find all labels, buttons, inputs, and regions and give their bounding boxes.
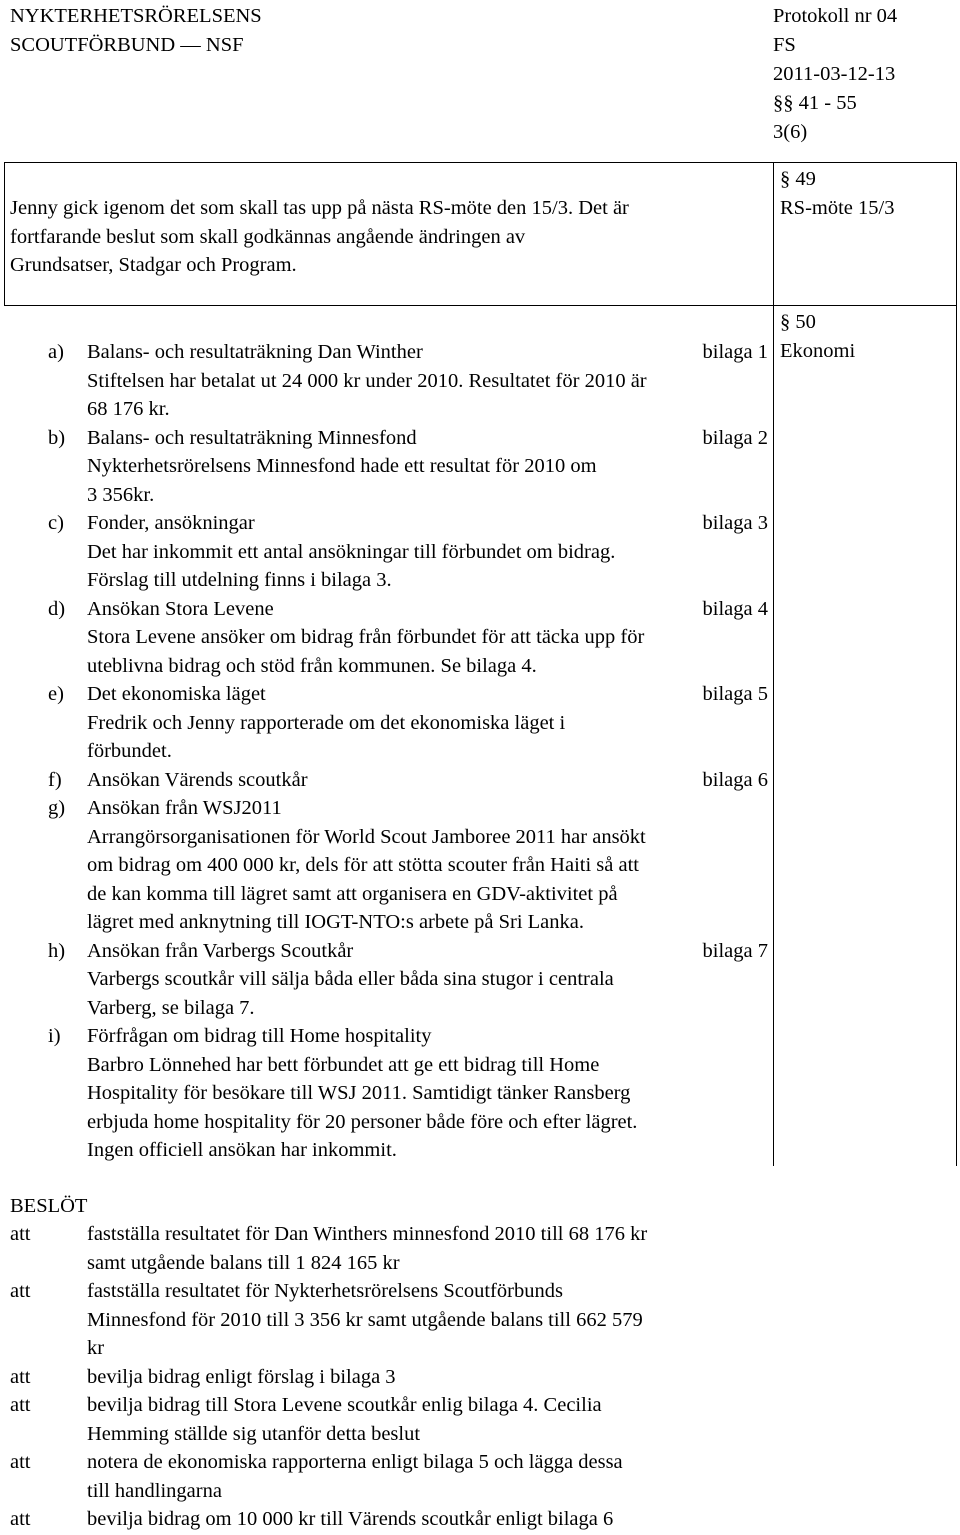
section-title: Ekonomi xyxy=(780,339,856,362)
decision-att: att xyxy=(10,1451,31,1473)
item-text-line: om bidrag om 400 000 kr, dels för att stötta scouter från Haiti så att xyxy=(87,854,639,876)
item-bilaga: bilaga 6 xyxy=(702,768,768,791)
item-label: a) xyxy=(48,341,64,363)
agenda-item-i xyxy=(48,1022,768,1165)
decision-line: till handlingarna xyxy=(87,1479,222,1502)
item-text-line: de kan komma till lägret samt att organisera en GDV-aktivitet på xyxy=(87,882,618,905)
protocol-date: 2011-03-12-13 xyxy=(773,63,896,85)
item-bilaga: bilaga 1 xyxy=(702,341,768,363)
agenda-item-f xyxy=(48,766,768,795)
item-label: d) xyxy=(48,597,66,620)
decision-line: kr xyxy=(87,1337,105,1359)
decision-line: bevilja bidrag om 10 000 kr till Värends scoutkår enligt bilaga 6 xyxy=(87,1508,614,1530)
decision-att: att xyxy=(10,1394,31,1416)
item-bilaga: bilaga 3 xyxy=(702,512,768,534)
agenda-item-b xyxy=(48,424,768,510)
item-text-line: Det har inkommit ett antal ansökningar till förbundet om bidrag. xyxy=(87,540,616,563)
decision-line: Minnesfond för 2010 till 3 356 kr samt utgående balans till 662 579 xyxy=(87,1308,643,1331)
org-name-line2: SCOUTFÖRBUND — NSF xyxy=(10,34,244,56)
decisions-heading: BESLÖT xyxy=(10,1195,88,1217)
decision-line: fastställa resultatet för Nykterhetsrörelsens Scoutförbunds xyxy=(87,1280,563,1302)
agenda-item-h xyxy=(48,937,768,1023)
decision-line: notera de ekonomiska rapporterna enligt bilaga 5 och lägga dessa xyxy=(87,1451,623,1473)
item-bilaga: bilaga 4 xyxy=(702,597,768,620)
section-49-text xyxy=(10,194,760,280)
item-text-line: erbjuda home hospitality för 20 personer både före och efter lägret. xyxy=(87,1110,638,1133)
org-name-line1: NYKTERHETSRÖRELSENS xyxy=(10,5,262,27)
item-text-line: Hospitality för besökare till WSJ 2011. Samtidigt tänker Ransberg xyxy=(87,1082,631,1104)
item-bilaga: bilaga 2 xyxy=(702,426,768,449)
agenda-item-e xyxy=(48,680,768,766)
section-title: RS-möte 15/3 xyxy=(780,196,895,219)
item-title: Förfrågan om bidrag till Home hospitality xyxy=(87,1025,432,1047)
item-label: i) xyxy=(48,1025,61,1047)
item-label: b) xyxy=(48,426,66,449)
item-text-line: Nykterhetsrörelsens Minnesfond hade ett resultat för 2010 om xyxy=(87,455,597,477)
decision-line: Hemming ställde sig utanför detta beslut xyxy=(87,1422,421,1445)
item-label: g) xyxy=(48,797,66,819)
item-text-line: Stora Levene ansöker om bidrag från förbundet för att täcka upp för xyxy=(87,626,645,648)
item-label: e) xyxy=(48,683,64,705)
text-line: Grundsatser, Stadgar och Program. xyxy=(10,254,297,276)
decision-att: att xyxy=(10,1508,31,1530)
item-text-line: Förslag till utdelning finns i bilaga 3. xyxy=(87,569,392,591)
text-line: fortfarande beslut som skall godkännas angående ändringen av xyxy=(10,225,526,248)
decision-att: att xyxy=(10,1280,31,1302)
table-top-border xyxy=(4,162,956,163)
item-text-line: lägret med anknytning till IOGT-NTO:s arbete på Sri Lanka. xyxy=(87,911,585,933)
decision-item xyxy=(10,1448,770,1505)
item-text-line: Barbro Lönnehed har bett förbundet att ge ett bidrag till Home xyxy=(87,1053,600,1076)
item-label: h) xyxy=(48,939,66,962)
item-text-line: Stiftelsen har betalat ut 24 000 kr under 2010. Resultatet för 2010 är xyxy=(87,369,647,392)
agenda-item-g xyxy=(48,794,768,937)
section-number: § 49 xyxy=(780,168,816,190)
item-bilaga: bilaga 7 xyxy=(702,939,768,962)
table-left-border xyxy=(4,162,5,306)
item-text-line: Varbergs scoutkår vill sälja båda eller båda sina stugor i centrala xyxy=(87,968,614,990)
agenda-item-d xyxy=(48,595,768,681)
item-label: f) xyxy=(48,768,62,791)
item-text-line: Ingen officiell ansökan har inkommit. xyxy=(87,1139,397,1161)
section-50-heading xyxy=(780,308,855,365)
item-title: Balans- och resultaträkning Dan Winther xyxy=(87,341,423,363)
organization-header xyxy=(10,2,262,60)
item-title: Fonder, ansökningar xyxy=(87,512,255,534)
decision-att: att xyxy=(10,1223,31,1245)
item-label: c) xyxy=(48,512,64,534)
item-text-line: uteblivna bidrag och stöd från kommunen. Se bilaga 4. xyxy=(87,654,537,677)
decision-item xyxy=(10,1505,770,1534)
agenda-item-c xyxy=(48,509,768,595)
item-bilaga: bilaga 5 xyxy=(702,683,768,705)
decision-item xyxy=(10,1363,770,1392)
item-text-line: Fredrik och Jenny rapporterade om det ekonomiska läget i xyxy=(87,711,566,734)
item-text-line: 68 176 kr. xyxy=(87,398,170,420)
decision-item xyxy=(10,1220,770,1277)
agenda-items xyxy=(48,338,768,1165)
decision-item xyxy=(10,1277,770,1363)
protocol-body: FS xyxy=(773,34,796,56)
decision-line: samt utgående balans till 1 824 165 kr xyxy=(87,1251,400,1274)
protocol-number: Protokoll nr 04 xyxy=(773,5,898,27)
decision-line: bevilja bidrag enligt förslag i bilaga 3 xyxy=(87,1365,396,1388)
table-right-border xyxy=(956,162,957,1166)
item-text-line: Varberg, se bilaga 7. xyxy=(87,996,255,1019)
item-title: Ansökan Värends scoutkår xyxy=(87,768,308,791)
decision-line: bevilja bidrag till Stora Levene scoutkår enlig bilaga 4. Cecilia xyxy=(87,1394,602,1416)
item-title: Ansökan från Varbergs Scoutkår xyxy=(87,939,354,962)
table-column-divider xyxy=(773,162,774,1166)
item-text-line: Arrangörsorganisationen för World Scout Jamboree 2011 har ansökt xyxy=(87,825,646,848)
item-text-line: 3 356kr. xyxy=(87,483,155,506)
text-line: Jenny gick igenom det som skall tas upp på nästa RS-möte den 15/3. Det är xyxy=(10,197,629,219)
page-number: 3(6) xyxy=(773,121,808,143)
table-row-divider xyxy=(4,305,956,306)
item-text-line: förbundet. xyxy=(87,740,172,762)
item-title: Ansökan Stora Levene xyxy=(87,597,274,620)
agenda-item-a xyxy=(48,338,768,424)
decision-line: fastställa resultatet för Dan Winthers minnesfond 2010 till 68 176 kr xyxy=(87,1223,648,1245)
section-number: § 50 xyxy=(780,311,816,333)
decision-att: att xyxy=(10,1365,31,1388)
protocol-header xyxy=(773,2,897,147)
protocol-paragraphs: §§ 41 - 55 xyxy=(773,92,857,114)
item-title: Ansökan från WSJ2011 xyxy=(87,797,282,819)
section-49-heading xyxy=(780,165,894,222)
decisions-list xyxy=(10,1220,770,1534)
item-title: Balans- och resultaträkning Minnesfond xyxy=(87,426,417,449)
decision-item xyxy=(10,1391,770,1448)
item-title: Det ekonomiska läget xyxy=(87,683,266,705)
